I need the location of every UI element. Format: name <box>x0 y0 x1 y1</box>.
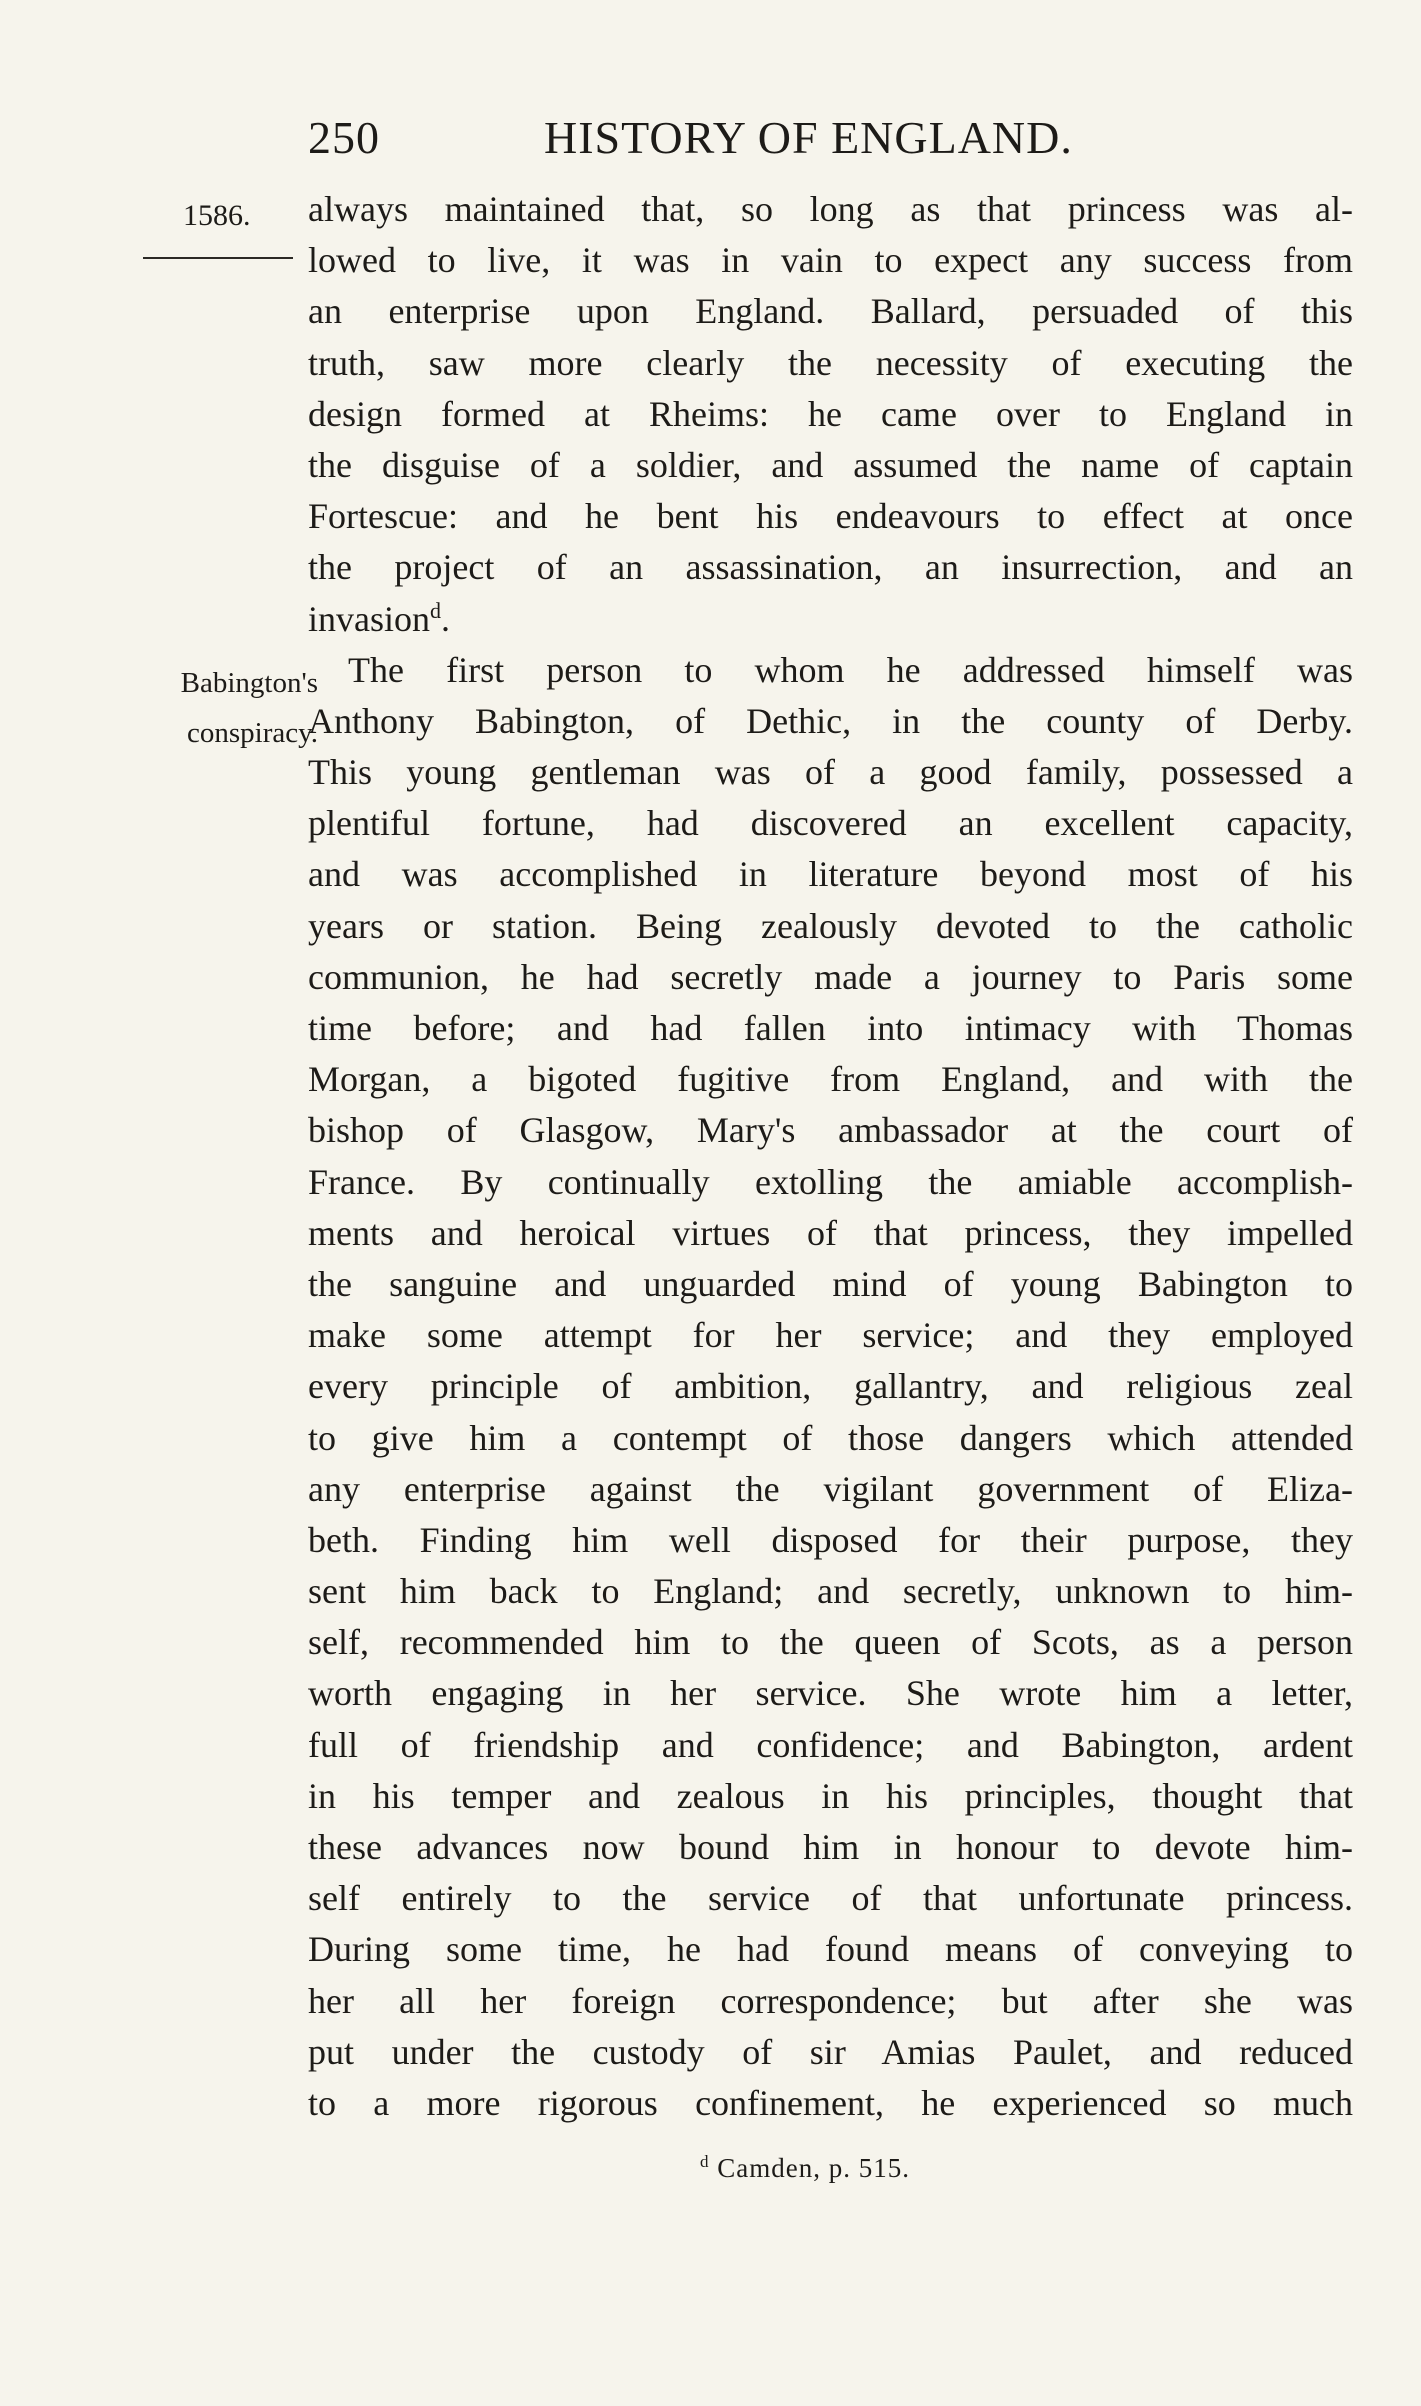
margin-year: 1586. <box>183 199 251 232</box>
final-word: invasion <box>308 598 430 639</box>
final-punctuation: . <box>441 598 450 639</box>
paragraph-1 <box>308 184 1353 645</box>
text-line: self, recommended him to the queen of Scots, as a person <box>308 1622 1353 1663</box>
text-line: ments and heroical virtues of that princess, they impelled <box>308 1212 1353 1253</box>
text-line: This young gentleman was of a good family, possessed a <box>308 752 1353 793</box>
footnote-mark: d <box>700 2152 710 2171</box>
text-line: plentiful fortune, had discovered an excellent capacity, <box>308 803 1353 844</box>
text-line: lowed to live, it was in vain to expect any success from <box>308 240 1353 281</box>
book-title: HISTORY OF ENGLAND. <box>544 112 1073 163</box>
margin-note <box>138 658 318 758</box>
text-line: The first person to whom he addressed himself was <box>348 649 1353 690</box>
text-line: Anthony Babington, of Dethic, in the county of Derby. <box>308 700 1353 741</box>
paragraph-2 <box>308 645 1353 2129</box>
text-line: in his temper and zealous in his principles, thought that <box>308 1775 1353 1816</box>
text-line: full of friendship and confidence; and Babington, ardent <box>308 1724 1353 1765</box>
text-line: these advances now bound him in honour to devote him- <box>308 1827 1353 1867</box>
text-line: to a more rigorous confinement, he experienced so much <box>308 2082 1353 2123</box>
text-line <box>308 594 1353 645</box>
text-line: an enterprise upon England. Ballard, persuaded of this <box>308 291 1353 332</box>
text-line: make some attempt for her service; and they employed <box>308 1315 1353 1356</box>
text-line: Morgan, a bigoted fugitive from England, and with the <box>308 1059 1353 1100</box>
text-line: any enterprise against the vigilant government of Eliza- <box>308 1468 1353 1509</box>
text-line: self entirely to the service of that unfortunate princess. <box>308 1878 1353 1919</box>
text-line: communion, he had secretly made a journey to Paris some <box>308 956 1353 997</box>
running-head <box>300 108 1360 168</box>
footnote-text: Camden, p. 515. <box>717 2153 910 2183</box>
text-line: to give him a contempt of those dangers which attended <box>308 1417 1353 1458</box>
footnote-reference: d <box>430 597 441 623</box>
text-line: beth. Finding him well disposed for their purpose, they <box>308 1519 1353 1560</box>
text-line: During some time, he had found means of conveying to <box>308 1929 1353 1970</box>
text-line: always maintained that, so long as that princess was al- <box>308 189 1353 229</box>
text-line: France. By continually extolling the amiable accomplish- <box>308 1161 1353 1202</box>
text-line: years or station. Being zealously devoted to the catholic <box>308 905 1353 946</box>
margin-note-line: Babington's <box>180 667 318 699</box>
text-line: her all her foreign correspondence; but after she was <box>308 1980 1353 2021</box>
page-number: 250 <box>308 112 380 163</box>
text-line: the sanguine and unguarded mind of young Babington to <box>308 1263 1353 1304</box>
text-line: worth engaging in her service. She wrote him a letter, <box>308 1673 1353 1714</box>
text-line: bishop of Glasgow, Mary's ambassador at the court of <box>308 1110 1353 1151</box>
text-line: the disguise of a soldier, and assumed the name of captain <box>308 444 1353 485</box>
year-rule <box>143 257 293 259</box>
text-line: design formed at Rheims: he came over to England in <box>308 393 1353 434</box>
text-line: put under the custody of sir Amias Paulet, and reduced <box>308 2031 1353 2072</box>
text-line: Fortescue: and he bent his endeavours to effect at once <box>308 496 1353 537</box>
text-line: and was accomplished in literature beyond most of his <box>308 854 1353 895</box>
text-line: time before; and had fallen into intimacy with Thomas <box>308 1008 1353 1048</box>
margin-note-line: conspiracy. <box>187 717 318 749</box>
text-line: the project of an assassination, an insurrection, and an <box>308 547 1353 588</box>
footnote <box>700 2148 910 2188</box>
body-text <box>308 184 1353 2129</box>
text-line: sent him back to England; and secretly, unknown to him- <box>308 1571 1353 1612</box>
text-line: truth, saw more clearly the necessity of executing the <box>308 342 1353 383</box>
text-line: every principle of ambition, gallantry, and religious zeal <box>308 1366 1353 1407</box>
